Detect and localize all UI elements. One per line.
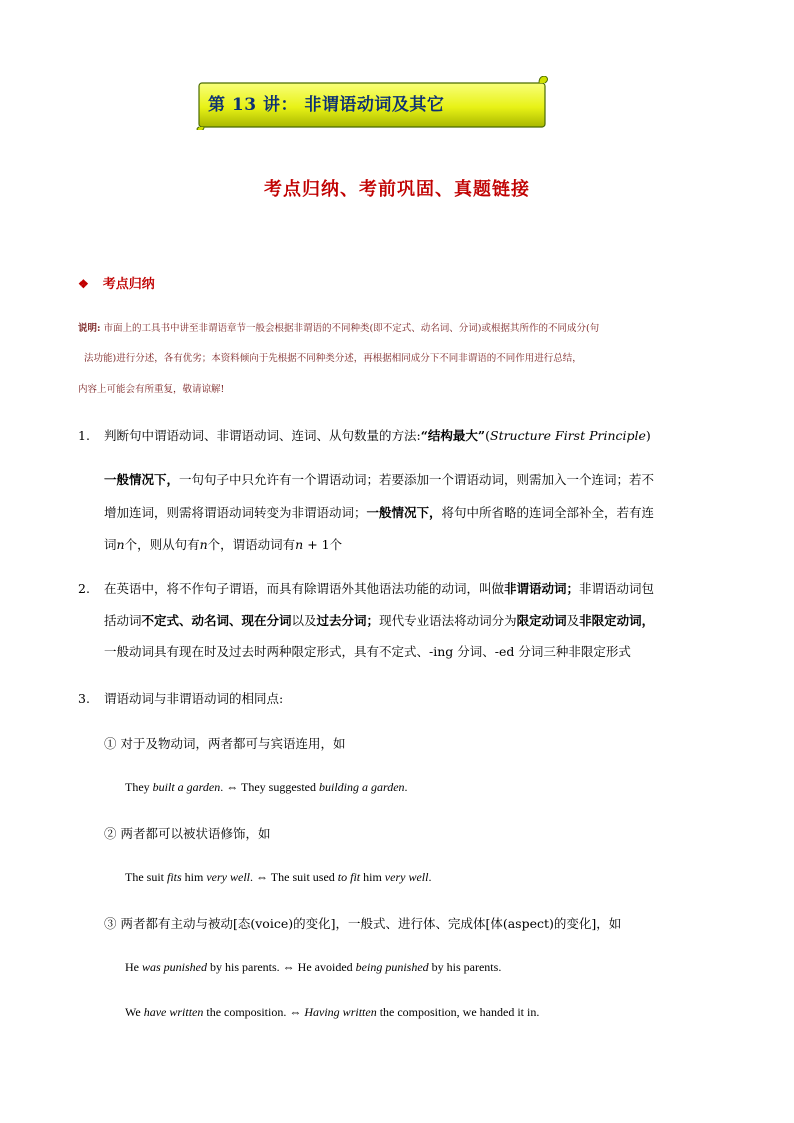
example-text: .: [428, 870, 432, 884]
note-label: 说明:: [78, 323, 101, 334]
example-italic-phrase: being punished: [355, 960, 429, 974]
example-text: the composition, we handed it in.: [376, 1005, 540, 1019]
point-3: ③ 两者都有主动与被动[态(voice)的变化]，一般式、进行体、完成体[体(aspect)的变化]，如: [104, 916, 622, 931]
point-2: ② 两者都可以被状语修饰，如: [104, 826, 271, 841]
example-text: by his parents.: [428, 960, 502, 974]
item-1-para-line-3: 词n个，则从句有n个，谓语动词有n + 1个: [104, 537, 343, 552]
item-2-line-3: 一般动词具有现在时及过去时两种限定形式，具有不定式、-ing 分词、-ed 分词三种非限定形式: [104, 644, 631, 659]
example-italic-phrase: to fit: [337, 870, 361, 884]
diamond-bullet-icon: ❖: [78, 277, 89, 291]
item-number: 2.: [78, 581, 90, 596]
example-italic-phrase: have written: [143, 1005, 204, 1019]
note-line-2: 法功能)进行分述，各有优劣；本资料倾向于先根据不同种类分述，再根据相同成分下不同非谓语的不同作用进行总结，: [84, 353, 582, 364]
example-text: The suit: [125, 870, 167, 884]
section-title: 考点归纳: [102, 277, 155, 292]
example-text: .: [404, 780, 408, 794]
point-1: ① 对于及物动词，两者都可与宾语连用，如: [104, 736, 346, 751]
circled-marker: ③: [104, 916, 117, 931]
circled-marker: ②: [104, 826, 117, 841]
section-heading: [78, 273, 155, 292]
item-3-heading: 3. 谓语动词与非谓语动词的相同点:: [78, 691, 284, 706]
example-text: by his parents. ⇔ He avoided: [207, 960, 356, 974]
example-italic-phrase: building a garden: [318, 780, 405, 794]
example-1: [125, 780, 408, 795]
example-text: He: [125, 960, 142, 974]
example-italic-phrase: Having written: [304, 1005, 377, 1019]
subtitle: 考点归纳、考前巩固、真题链接: [264, 179, 530, 200]
item-number: 3.: [78, 691, 90, 706]
item-number: 1.: [78, 428, 90, 443]
example-italic-phrase: very well: [384, 870, 429, 884]
example-3a: [125, 960, 501, 975]
example-text: him: [360, 870, 385, 884]
item-1-heading: 1. 判断句中谓语动词、非谓语动词、连词、从句数量的方法:“结构最大”(Structure First Principle): [78, 428, 651, 443]
example-italic-phrase: fits: [167, 870, 182, 884]
title-banner: [196, 76, 550, 130]
item-1-para-line-2: 增加连词，则需将谓语动词转变为非谓语动词；一般情况下，将句中所省略的连词全部补全，若有连: [104, 505, 655, 520]
example-3b: [125, 1005, 539, 1020]
circled-marker: ①: [104, 736, 117, 751]
example-text: They: [125, 780, 153, 794]
item-2-line-2: 括动词不定式、动名词、现在分词以及过去分词；现代专业语法将动词分为限定动词及非限定动词，: [104, 613, 655, 628]
example-italic-phrase: very well: [206, 870, 250, 884]
item-2-line-1: 2. 在英语中，将不作句子谓语，而具有除谓语外其他语法功能的动词，叫做非谓语动词；非谓语动词包: [78, 581, 655, 596]
example-text: him: [181, 870, 207, 884]
example-text: . ⇔ They suggested: [220, 780, 319, 794]
lecture-title: 第 13 讲： 非谓语动词及其它: [208, 95, 445, 115]
example-italic-phrase: built a garden: [152, 780, 221, 794]
example-text: . ⇔ The suit used: [250, 870, 338, 884]
example-2: [125, 870, 431, 885]
item-1-para-line-1: 一般情况下，一句句子中只允许有一个谓语动词；若要添加一个谓语动词，则需加入一个连词；若不: [104, 472, 655, 487]
note-line-3: 内容上可能会有所重复，敬请谅解!: [78, 384, 225, 395]
example-text: We: [125, 1005, 144, 1019]
example-text: the composition. ⇔: [203, 1005, 305, 1019]
note-line-1: 说明: 市面上的工具书中讲至非谓语章节一般会根据非谓语的不同种类(即不定式、动名词、分词)或根据其所作的不同成分(句: [78, 323, 600, 334]
example-italic-phrase: was punished: [142, 960, 208, 974]
